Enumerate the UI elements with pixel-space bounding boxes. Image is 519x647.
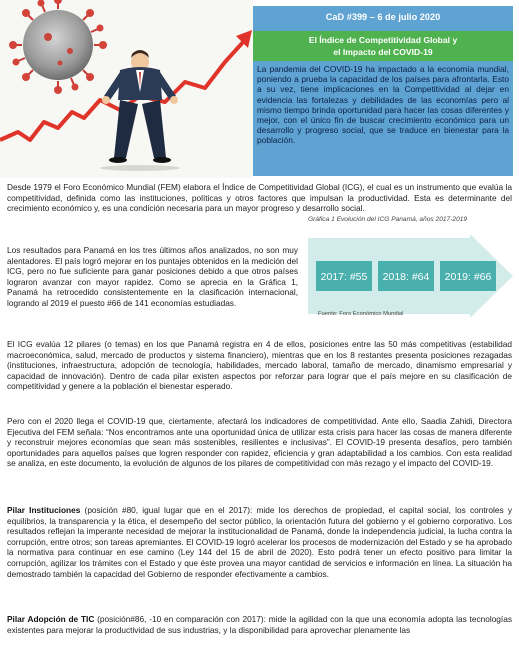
- pillar-ict-text: (posición#86, -10 en comparación con 2017): mide la agilidad con la que una economía adopta las tecnologías existentes para mejorar la productividad de sus industrias, y la disponibilidad para aprovechar plenamente las: [7, 614, 512, 635]
- header-box: [253, 6, 513, 176]
- illustration-svg: [0, 0, 253, 178]
- title-line-2: el Impacto del COVID-19: [333, 47, 433, 57]
- issue-label: CaD #399 – 6 de julio 2020: [325, 12, 441, 22]
- pillar-institutions-text: (posición #80, igual lugar que en el 2017): mide los derechos de propiedad, el capital social, los controles y equilibrios, la transparencia y la ética, el desempeño del sector público, la orientación futura del gobierno y el gobierno corporativo. Los resultados reflejan la imperante necesidad de mejorar la institucionalidad de Panamá, donde la independencia judicial, la lucha contra la corrupción, entre otros; son tareas apremiantes. El COVID-19 logró acelerar los procesos de modernización del Estado y se ha aprobado la normativa para continuar en ese camino (Ley 144 del 15 de abril de 2020). Esto podrá tener un efecto positivo para limitar la corrupción, agilizar los trámites con el Estado y que éste provea una mayor cantidad de servicios e información en línea. La situación ha demostrado también la capacidad del Gobierno de responder efectivamente a cambios.: [7, 505, 512, 579]
- figure-caption: Gráfica 1 Evolución del ICG Panamá, años 2017-2019: [308, 216, 468, 223]
- pillar-ict-heading: Pilar Adopción de TIC: [7, 614, 95, 624]
- step-label-2017: 2017: #55: [320, 271, 368, 283]
- paragraph-5: [7, 505, 512, 579]
- title-band: [253, 31, 513, 61]
- pillar-institutions-heading: Pilar Instituciones: [7, 505, 81, 515]
- step-label-2019: 2019: #66: [444, 271, 492, 283]
- figure-source: Fuente: Foro Económico Mundial: [318, 311, 404, 317]
- paragraph-6: [7, 614, 512, 635]
- hero-section: [0, 0, 519, 178]
- businessman-figure: [100, 50, 180, 171]
- figure-svg: [308, 234, 513, 319]
- paragraph-3: El ICG evalúa 12 pilares (o temas) en los que Panamá registra en 4 de ellos, posiciones entre las 50 más competitivas (estabilidad macroeconómica, salud, mercado de productos y sistema financiero), mientras que en los 8 restantes presenta posiciones rezagadas (instituciones, infraestructura, adopción de tecnología, habilidades, mercado laboral, tamaño de mercado, dinamismo empresarial y capacidad de innovación). Dentro de cada pilar existen aspectos por reforzar para lograr que el país mejore en su clasificación de competitividad y genere a la población el bienestar esperado.: [7, 339, 512, 392]
- figure-1: [308, 234, 513, 319]
- paragraph-4: Pero con el 2020 llega el COVID-19 que, ciertamente, afectará los indicadores de competitividad. Ante ello, Saadia Zahidi, Directora Ejecutiva del FEM señala: “Nos encontramos ante una oportunidad única de utilizar esta crisis para hacer las cosas de manera diferente y reconstruir mejores economías que sean más sostenibles, resilientes e inclusivas”. El COVID-19 presenta desafíos, pero también oportunidades para aquellos países que logren responder con rapidez, eficiencia y gran adaptabilidad a los cambios. Con esta realidad se analiza, en este documento, la evolución de algunos de los pilares de competitividad con más rezago y el impacto del COVID-19.: [7, 416, 512, 469]
- paragraph-1: Desde 1979 el Foro Económico Mundial (FEM) elabora el Índice de Competitividad Global (ICG), el cual es un instrumento que evalúa la competitividad, definida como las instituciones, políticas y otros factores que impulsan la productividad. Esta es determinante del crecimiento económico y, es una condición necesaria para un mayor progreso y desarrollo social.: [7, 182, 512, 214]
- title-line-1: El Índice de Competitividad Global y: [308, 35, 458, 45]
- covid-businessman-illustration: [0, 0, 253, 178]
- virus-icon: [9, 0, 107, 94]
- intro-text: La pandemia del COVID-19 ha impactado a la economía mundial, poniendo a prueba la capacidad de los países para afrontarla. Esto a su vez, tiene implicaciones en la Competitividad al dejar en evidencia las fortalezas y debilidades de las economías pero al mismo tiempo brinda oportunidad para hacer las cosas diferentes y mejor, con el único fin de buscar crecimiento económico para un desarrollo y progreso social, que se traduce en bienestar para la población.: [257, 64, 509, 146]
- step-label-2018: 2018: #64: [382, 271, 430, 283]
- paragraph-2: Los resultados para Panamá en los tres últimos años analizados, no son muy alentadores. El país logró mejorar en los puntajes obtenidos en la medición del ICG, pero no fue suficiente para ganar posiciones debido a que otros países lograron avanzar con mayor rapidez. Como se aprecia en la Gráfica 1, Panamá ha retrocedido consistentemente en la clasificación internacional, logrando al 2019 el puesto #66 de 141 economías estudiadas.: [7, 245, 298, 308]
